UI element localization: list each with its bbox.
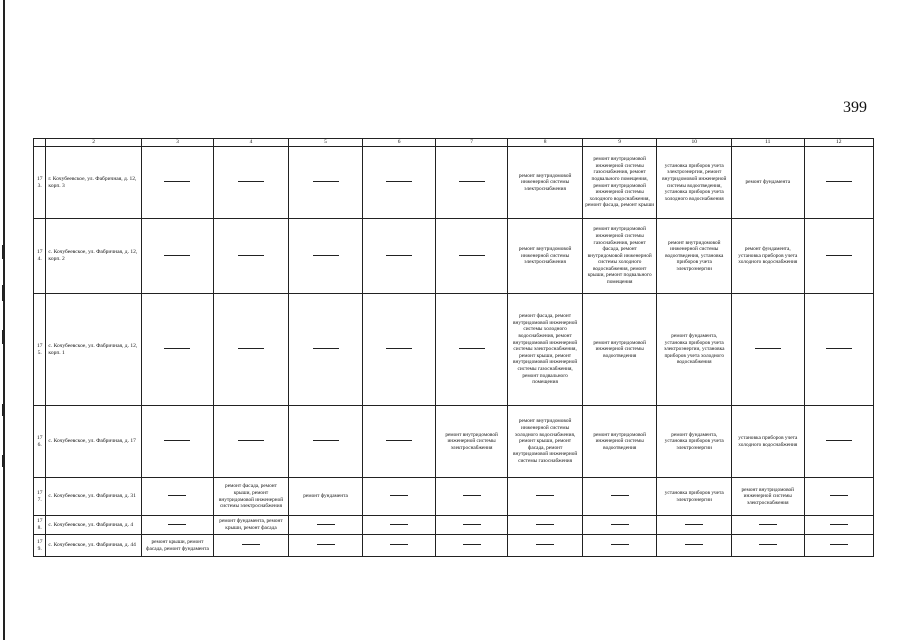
work-type-cell: ремонт фундамента, ремонт крыши, ремонт фасада	[214, 516, 289, 535]
dash-mark	[759, 544, 777, 545]
empty-dash-cell	[214, 147, 289, 219]
row-number: 174.	[34, 219, 46, 294]
empty-dash-cell	[214, 219, 289, 294]
dash-mark	[164, 348, 190, 349]
empty-dash-cell	[804, 294, 873, 406]
binding-mark	[2, 455, 5, 467]
empty-dash-cell	[732, 516, 805, 535]
header-cell: 5	[288, 139, 363, 147]
work-type-cell: ремонт фасада, ремонт внутридомовой инженерной системы холодного водоснабжения, ремонт внутридомовой инженерной системы электроснабжения, ремонт крыши, ремонт внутридомовой инженерной системы газоснабжения, ремонт подвального помещения	[508, 294, 583, 406]
dash-mark	[463, 544, 481, 545]
empty-dash-cell	[435, 147, 508, 219]
dash-mark	[164, 181, 190, 182]
dash-mark	[536, 544, 554, 545]
dash-mark	[242, 544, 260, 545]
dash-mark	[386, 440, 412, 441]
dash-mark	[463, 495, 481, 496]
empty-dash-cell	[804, 478, 873, 516]
dash-mark	[164, 440, 190, 441]
dash-mark	[536, 495, 554, 496]
dash-mark	[386, 255, 412, 256]
empty-dash-cell	[141, 478, 214, 516]
dash-mark	[390, 544, 408, 545]
dash-mark	[685, 524, 703, 525]
work-type-cell: ремонт внутридомовой инженерной системы водоотведения, установка приборов учета электроэнергии	[657, 219, 732, 294]
empty-dash-cell	[435, 535, 508, 557]
empty-dash-cell	[582, 535, 657, 557]
header-cell: 4	[214, 139, 289, 147]
dash-mark	[390, 524, 408, 525]
address-cell: с. Кочубеевское, ул. Фабричная, д. 31	[46, 478, 141, 516]
empty-dash-cell	[804, 147, 873, 219]
empty-dash-cell	[657, 516, 732, 535]
table-header-row	[34, 139, 874, 147]
empty-dash-cell	[141, 147, 214, 219]
table-row	[34, 219, 874, 294]
empty-dash-cell	[732, 535, 805, 557]
header-cell: 2	[46, 139, 141, 147]
empty-dash-cell	[435, 516, 508, 535]
address-cell: с. Кочубеевское, ул. Фабричная, д. 12, корп. 2	[46, 219, 141, 294]
empty-dash-cell	[288, 147, 363, 219]
row-number: 173.	[34, 147, 46, 219]
address-cell: г. Кочубеевское, ул. Фабричная, д. 12, корп. 3	[46, 147, 141, 219]
dash-mark	[238, 440, 264, 441]
work-type-cell: ремонт фундамента, установка приборов учета электроэнергии	[657, 406, 732, 478]
empty-dash-cell	[363, 516, 436, 535]
dash-mark	[611, 544, 629, 545]
binding-mark	[2, 245, 5, 259]
dash-mark	[459, 181, 485, 182]
work-type-cell: ремонт фундамента, установка приборов учета холодного водоснабжения	[732, 219, 805, 294]
dash-mark	[536, 524, 554, 525]
empty-dash-cell	[214, 406, 289, 478]
address-cell: с. Кочубеевское, ул. Фабричная, д. 17	[46, 406, 141, 478]
binding-mark	[2, 285, 5, 301]
empty-dash-cell	[435, 478, 508, 516]
empty-dash-cell	[363, 478, 436, 516]
dash-mark	[459, 255, 485, 256]
work-type-cell: ремонт внутридомовой инженерной системы водоотведения	[582, 406, 657, 478]
dash-mark	[826, 348, 852, 349]
empty-dash-cell	[363, 535, 436, 557]
binding-mark	[2, 404, 5, 416]
dash-mark	[830, 544, 848, 545]
table-row	[34, 516, 874, 535]
empty-dash-cell	[141, 219, 214, 294]
page-number: 399	[843, 99, 867, 116]
header-cell	[34, 139, 46, 147]
header-cell: 7	[435, 139, 508, 147]
dash-mark	[317, 524, 335, 525]
row-number: 179.	[34, 535, 46, 557]
table-row	[34, 294, 874, 406]
empty-dash-cell	[657, 535, 732, 557]
empty-dash-cell	[363, 147, 436, 219]
empty-dash-cell	[141, 406, 214, 478]
address-cell: с. Кочубеевское, ул. Фабричная, д. 4	[46, 516, 141, 535]
header-cell: 9	[582, 139, 657, 147]
empty-dash-cell	[363, 406, 436, 478]
table-row	[34, 406, 874, 478]
work-type-cell: установка приборов учета электроэнергии, ремонт внутридомовой инженерной системы водоотведения, установка приборов учета холодного водоснабжения	[657, 147, 732, 219]
empty-dash-cell	[582, 516, 657, 535]
header-cell: 6	[363, 139, 436, 147]
address-cell: с. Кочубеевское, ул. Фабричная, д. 12, корп. 1	[46, 294, 141, 406]
header-cell: 12	[804, 139, 873, 147]
row-number: 178.	[34, 516, 46, 535]
work-type-cell: ремонт внутридомовой инженерной системы электроснабжения	[435, 406, 508, 478]
empty-dash-cell	[804, 516, 873, 535]
work-type-cell: ремонт фундамента, установка приборов учета электроэнергии, установка приборов учета холодного водоснабжения	[657, 294, 732, 406]
dash-mark	[313, 255, 339, 256]
dash-mark	[238, 181, 264, 182]
empty-dash-cell	[141, 294, 214, 406]
empty-dash-cell	[288, 516, 363, 535]
empty-dash-cell	[288, 219, 363, 294]
dash-mark	[386, 348, 412, 349]
header-cell: 10	[657, 139, 732, 147]
empty-dash-cell	[508, 516, 583, 535]
dash-mark	[313, 181, 339, 182]
work-type-cell: установка приборов учета электроэнергии	[657, 478, 732, 516]
dash-mark	[459, 348, 485, 349]
work-type-cell: ремонт крыши, ремонт фасада, ремонт фундамента	[141, 535, 214, 557]
dash-mark	[238, 255, 264, 256]
header-cell: 3	[141, 139, 214, 147]
empty-dash-cell	[214, 535, 289, 557]
empty-dash-cell	[732, 294, 805, 406]
empty-dash-cell	[508, 478, 583, 516]
table-row	[34, 147, 874, 219]
row-number: 176.	[34, 406, 46, 478]
dash-mark	[390, 495, 408, 496]
address-cell: с. Кочубеевское, ул. Фабричная, д. 44	[46, 535, 141, 557]
empty-dash-cell	[435, 294, 508, 406]
empty-dash-cell	[508, 535, 583, 557]
dash-mark	[759, 524, 777, 525]
binding-mark	[2, 330, 5, 344]
dash-mark	[313, 348, 339, 349]
empty-dash-cell	[288, 406, 363, 478]
dash-mark	[164, 255, 190, 256]
table-row	[34, 535, 874, 557]
empty-dash-cell	[141, 516, 214, 535]
work-type-cell: ремонт внутридомовой инженерной системы холодного водоснабжения, ремонт крыши, ремонт фасада, ремонт внутридомовой инженерной системы газоснабжения	[508, 406, 583, 478]
dash-mark	[168, 524, 186, 525]
work-type-cell: ремонт внутридомовой инженерной системы электроснабжения	[732, 478, 805, 516]
empty-dash-cell	[288, 535, 363, 557]
work-type-cell: ремонт фундамента	[732, 147, 805, 219]
dash-mark	[826, 440, 852, 441]
dash-mark	[826, 181, 852, 182]
dash-mark	[826, 255, 852, 256]
dash-mark	[463, 524, 481, 525]
work-type-cell: ремонт внутридомовой инженерной системы электроснабжения	[508, 219, 583, 294]
empty-dash-cell	[804, 406, 873, 478]
work-type-cell: ремонт внутридомовой инженерной системы газоснабжения, ремонт фасада, ремонт внутридомовой инженерной системы холодного водоснабжения, ремонт крыши, ремонт подвального помещения	[582, 219, 657, 294]
row-number: 175.	[34, 294, 46, 406]
row-number: 177.	[34, 478, 46, 516]
empty-dash-cell	[288, 294, 363, 406]
header-cell: 11	[732, 139, 805, 147]
dash-mark	[830, 524, 848, 525]
empty-dash-cell	[363, 219, 436, 294]
header-cell: 8	[508, 139, 583, 147]
dash-mark	[685, 544, 703, 545]
work-type-cell: ремонт внутридомовой инженерной системы газоснабжения, ремонт подвального помещения, ремонт внутридомовой инженерной системы холодного водоснабжения, ремонт фасада, ремонт крыши	[582, 147, 657, 219]
dash-mark	[313, 440, 339, 441]
empty-dash-cell	[804, 219, 873, 294]
empty-dash-cell	[435, 219, 508, 294]
empty-dash-cell	[363, 294, 436, 406]
dash-mark	[386, 181, 412, 182]
capital-repair-schedule-table	[33, 138, 874, 557]
work-type-cell: ремонт внутридомовой инженерной системы водоотведения	[582, 294, 657, 406]
dash-mark	[168, 495, 186, 496]
dash-mark	[755, 348, 781, 349]
work-type-cell: ремонт внутридомовой инженерной системы электроснабжения	[508, 147, 583, 219]
work-type-cell: ремонт фундамента	[288, 478, 363, 516]
work-type-cell: установка приборов учета холодного водоснабжения	[732, 406, 805, 478]
table-row	[34, 478, 874, 516]
empty-dash-cell	[582, 478, 657, 516]
dash-mark	[830, 495, 848, 496]
dash-mark	[611, 524, 629, 525]
empty-dash-cell	[804, 535, 873, 557]
empty-dash-cell	[214, 294, 289, 406]
page-left-edge-line	[3, 0, 5, 640]
dash-mark	[317, 544, 335, 545]
dash-mark	[238, 348, 264, 349]
work-type-cell: ремонт фасада, ремонт крыши, ремонт внутридомовой инженерной системы электроснабжения	[214, 478, 289, 516]
dash-mark	[611, 495, 629, 496]
